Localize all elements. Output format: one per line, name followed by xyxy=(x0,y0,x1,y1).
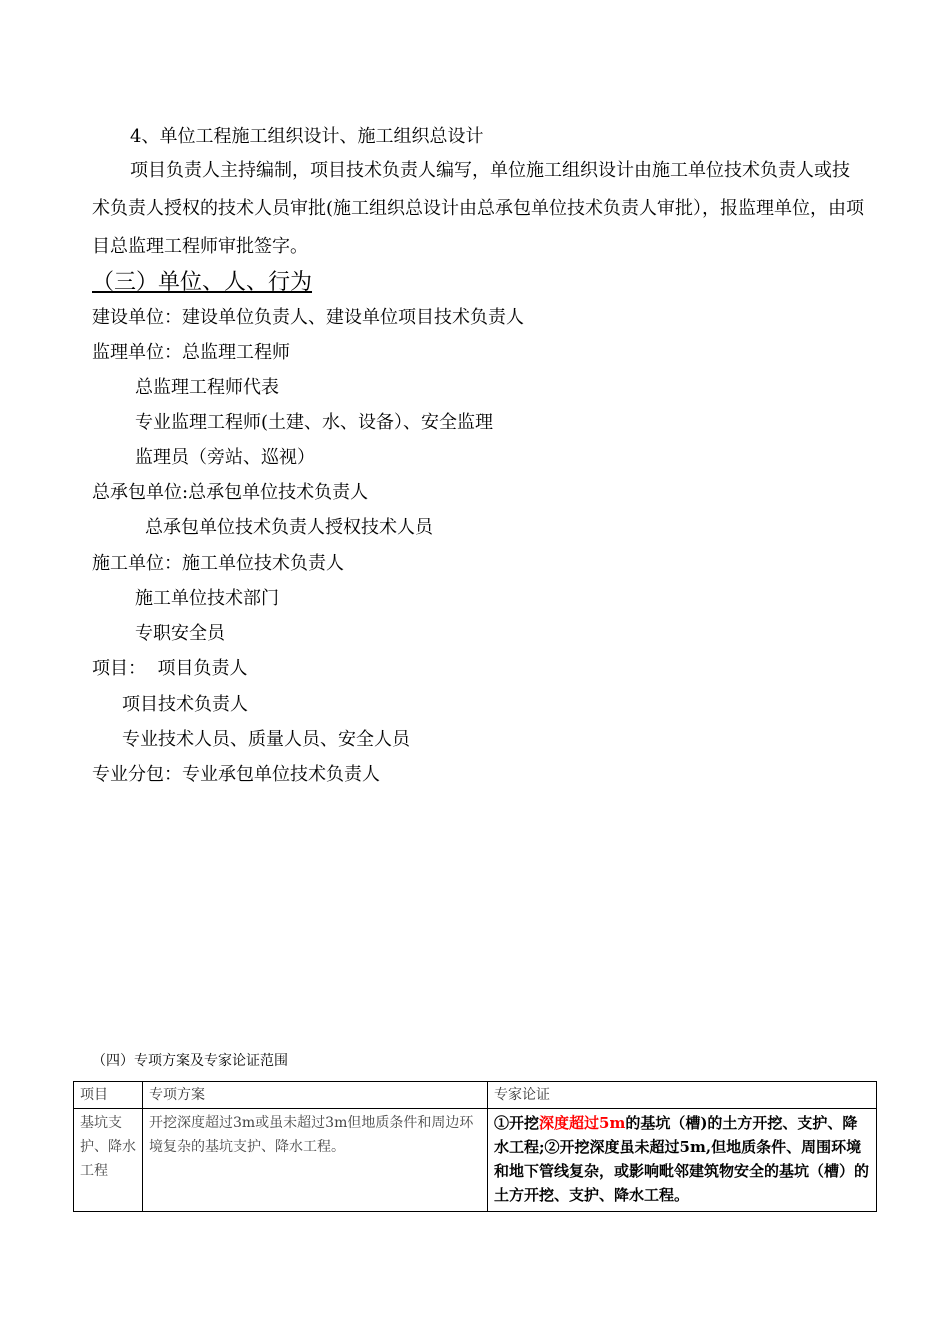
heading-4: 4、单位工程施工组织设计、施工组织总设计 xyxy=(130,126,484,147)
role-line: 项目： 项目负责人 xyxy=(92,658,248,679)
cell-expert xyxy=(488,1109,877,1212)
paragraph-text: 项目负责人主持编制，项目技术负责人编写，单位施工组织设计由施工单位技术负责人或技术负责人授权的技术人员审批(施工组织总设计由总承包单位技术负责人审批），报监理单位，由项目总监理工程师审批签字。 xyxy=(92,160,865,257)
role-line: 总监理工程师代表 xyxy=(135,377,279,398)
role-line: 施工单位：施工单位技术负责人 xyxy=(92,553,344,574)
role-line: 项目技术负责人 xyxy=(122,694,248,715)
expert-review-table xyxy=(73,1081,877,1212)
header-expert: 专家论证 xyxy=(488,1082,877,1109)
table-caption: （四）专项方案及专家论证范围 xyxy=(92,1053,288,1069)
role-line: 专业监理工程师(土建、水、设备）、安全监理 xyxy=(135,412,494,433)
role-line: 建设单位：建设单位负责人、建设单位项目技术负责人 xyxy=(92,307,524,328)
role-line: 监理员（旁站、巡视） xyxy=(135,447,315,468)
paragraph-organization-design xyxy=(92,152,867,266)
cell-item: 基坑支护、降水工程 xyxy=(74,1109,143,1212)
table-row xyxy=(74,1109,877,1212)
role-line: 监理单位：总监理工程师 xyxy=(92,342,290,363)
header-item: 项目 xyxy=(74,1082,143,1109)
expert-text-highlight: 深度超过5m xyxy=(539,1114,626,1132)
table-header-row xyxy=(74,1082,877,1109)
role-line: 专职安全员 xyxy=(135,623,225,644)
role-line: 总承包单位技术负责人授权技术人员 xyxy=(145,517,433,538)
expert-text-pre: ①开挖 xyxy=(494,1114,540,1132)
header-plan: 专项方案 xyxy=(143,1082,488,1109)
cell-plan: 开挖深度超过3m或虽未超过3m但地质条件和周边环境复杂的基坑支护、降水工程。 xyxy=(143,1109,488,1212)
expert-text-post: 的基坑（槽)的土方开挖、支护、降水工程;②开挖深度虽未超过5m,但地质条件、周围环境和地下管线复杂，或影响毗邻建筑物安全的基坑（槽）的土方开挖、支护、降水工程。 xyxy=(494,1114,870,1204)
section-3-title: （三）单位、人、行为 xyxy=(92,270,313,295)
role-line: 总承包单位:总承包单位技术负责人 xyxy=(92,482,369,503)
role-line: 施工单位技术部门 xyxy=(135,588,279,609)
role-line: 专业技术人员、质量人员、安全人员 xyxy=(122,729,410,750)
role-line: 专业分包：专业承包单位技术负责人 xyxy=(92,764,380,785)
